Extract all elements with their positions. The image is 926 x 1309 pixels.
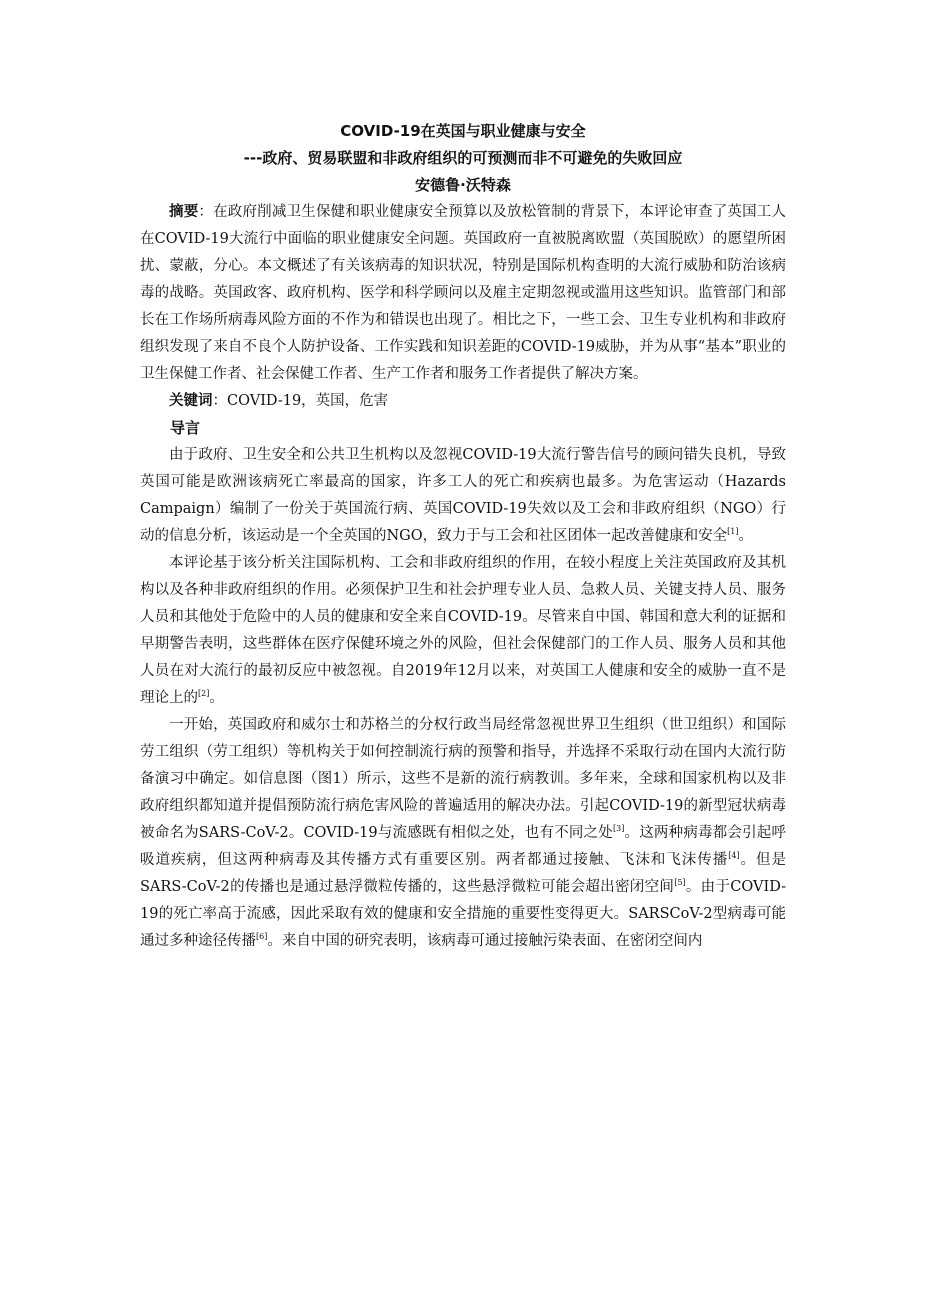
intro-paragraph-3 <box>140 712 786 955</box>
paragraph-text: 本评论基于该分析关注国际机构、工会和非政府组织的作用，在较小程度上关注英国政府及其机构以及各种非政府组织的作用。必须保护卫生和社会护理专业人员、急救人员、关键支持人员、服务人员和其他处于危险中的人员的健康和安全来自COVID-19。尽管来自中国、韩国和意大利的证据和早期警告表明，这些群体在医疗保健环境之外的风险，但社会保健部门的工作人员、服务人员和其他人员在对大流行的最初反应中被忽视。自2019年12月以来，对英国工人健康和安全的威胁一直不是理论上的 <box>140 555 786 706</box>
keywords-separator: ： <box>212 393 227 409</box>
section-heading-intro: 导言 <box>170 419 201 437</box>
intro-paragraph-1 <box>140 442 786 550</box>
abstract-paragraph <box>140 199 786 388</box>
intro-paragraph-2 <box>140 550 786 712</box>
keywords-label: 关键词 <box>169 393 213 409</box>
paragraph-end: 。 <box>209 690 224 706</box>
paragraph-text: 由于政府、卫生安全和公共卫生机构以及忽视COVID-19大流行警告信号的顾问错失良机，导致英国可能是欧洲该病死亡率最高的国家，许多工人的死亡和疾病也最多。为危害运动（Hazards Campaign）编制了一份关于英国流行病、英国COVID-19失效以及工会和非政府组织（NGO）行动的信息分析，该运动是一个全英国的NGO，致力于与工会和社区团体一起改善健康和安全 <box>140 447 786 544</box>
paragraph-text: 。来自中国的研究表明，该病毒可通过接触污染表面、在密闭空间内 <box>267 933 703 949</box>
author-name: 安德鲁·沃特森 <box>415 176 511 194</box>
article-title: COVID-19在英国与职业健康与安全 <box>340 122 586 140</box>
citation-ref: [1] <box>727 527 739 537</box>
citation-ref: [5] <box>674 878 686 888</box>
abstract-label: 摘要 <box>169 204 199 220</box>
citation-ref: [2] <box>198 689 210 699</box>
paragraph-text: 。由于COVID-19的死亡率高于流感，因此采取有效的健康和安全措施的重要性变得更大。SARSCoV-2型病毒可能通过多种途径传播 <box>140 879 786 949</box>
abstract-separator: ： <box>198 204 214 220</box>
abstract-text: 在政府削减卫生保健和职业健康安全预算以及放松管制的背景下，本评论审查了英国工人在COVID-19大流行中面临的职业健康安全问题。英国政府一直被脱离欧盟（英国脱欧）的愿望所困扰、蒙蔽，分心。本文概述了有关该病毒的知识状况，特别是国际机构查明的大流行威胁和防治该病毒的战略。英国政客、政府机构、医学和科学顾问以及雇主定期忽视或滥用这些知识。监管部门和部长在工作场所病毒风险方面的不作为和错误也出现了。相比之下，一些工会、卫生专业机构和非政府组织发现了来自不良个人防护设备、工作实践和知识差距的COVID-19威胁，并为从事“基本”职业的卫生保健工作者、社会保健工作者、生产工作者和服务工作者提供了解决方案。 <box>140 204 787 382</box>
title-block <box>140 118 786 199</box>
citation-ref: [6] <box>256 932 268 942</box>
keywords-text: COVID-19，英国，危害 <box>227 393 389 409</box>
paragraph-text: 一开始，英国政府和威尔士和苏格兰的分权行政当局经常忽视世界卫生组织（世卫组织）和国际劳工组织（劳工组织）等机构关于如何控制流行病的预警和指导，并选择不采取行动在国内大流行防备演习中确定。如信息图（图1）所示，这些不是新的流行病教训。多年来，全球和国家机构以及非政府组织都知道并提倡预防流行病危害风险的普遍适用的解决办法。引起COVID-19的新型冠状病毒被命名为SARS-CoV-2。COVID-19与流感既有相似之处，也有不同之处 <box>140 717 786 841</box>
citation-ref: [3] <box>612 824 625 834</box>
keywords-paragraph <box>140 388 786 415</box>
paragraph-text: 。这两种病毒都会引起呼吸道疾病，但这两种病毒及其传播方式有重要区别。两者都通过接触、飞沫和飞沫传播 <box>140 825 786 868</box>
citation-ref: [4] <box>728 851 740 861</box>
paragraph-end: 。 <box>738 528 753 544</box>
paragraph-text: 。但是SARS-CoV-2的传播也是通过悬浮微粒传播的，这些悬浮微粒可能会超出密闭空间 <box>140 852 787 895</box>
article-subtitle: ---政府、贸易联盟和非政府组织的可预测而非不可避免的失败回应 <box>243 149 683 167</box>
